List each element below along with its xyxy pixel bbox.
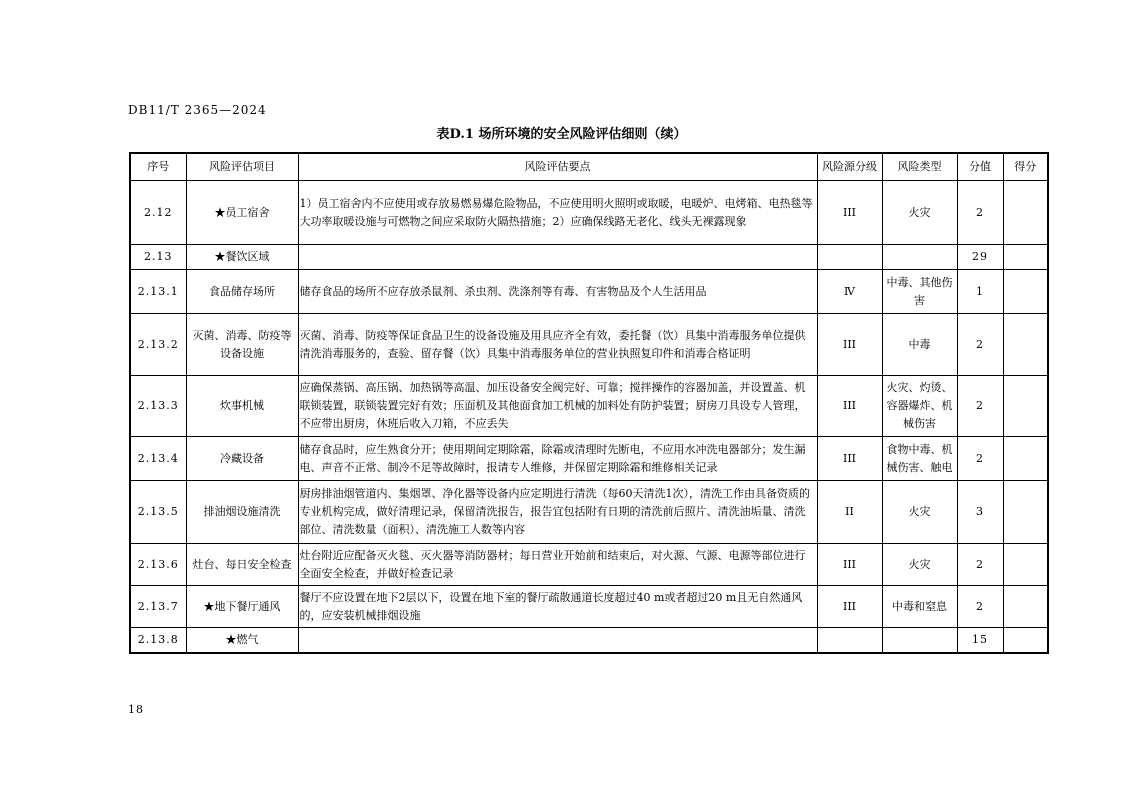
row-no: 2.13.3 xyxy=(130,376,186,437)
row-type: 中毒和窒息 xyxy=(882,586,957,628)
row-score: 2 xyxy=(957,586,1003,628)
row-score: 2 xyxy=(957,181,1003,245)
row-level xyxy=(817,245,882,270)
row-points: 厨房排油烟管道内、集烟罩、净化器等设备内应定期进行清洗（每60天清洗1次），清洗工作由具备资质的专业机构完成，做好清理记录，保留清洗报告，报告宜包括附有日期的清洗前后照片、清洗油垢量、清洗部位、清洗数量（面积）、清洗施工人数等内容 xyxy=(298,481,817,544)
row-type xyxy=(882,628,957,653)
row-level: III xyxy=(817,181,882,245)
col-header-type: 风险类型 xyxy=(882,153,957,181)
row-level: III xyxy=(817,544,882,586)
row-points: 1）员工宿舍内不应使用或存放易燃易爆危险物品，不应使用明火照明或取暖，电暖炉、电烤箱、电热毯等大功率取暖设施与可燃物之间应采取防火隔热措施；2）应确保线路无老化、线头无裸露现象 xyxy=(298,181,817,245)
risk-assessment-table xyxy=(129,152,1049,654)
row-points: 灶台附近应配备灭火毯、灭火器等消防器材；每日营业开始前和结束后，对火源、气源、电源等部位进行全面安全检查，并做好检查记录 xyxy=(298,544,817,586)
table-row xyxy=(130,245,1048,270)
row-points: 储存食品的场所不应存放杀鼠剂、杀虫剂、洗涤剂等有毒、有害物品及个人生活用品 xyxy=(298,270,817,314)
row-score: 3 xyxy=(957,481,1003,544)
row-no: 2.13.2 xyxy=(130,314,186,376)
page-number: 18 xyxy=(128,703,144,716)
row-item: ★餐饮区域 xyxy=(186,245,298,270)
row-score: 2 xyxy=(957,376,1003,437)
row-item: 灶台、每日安全检查 xyxy=(186,544,298,586)
row-got[interactable] xyxy=(1003,376,1048,437)
row-score: 15 xyxy=(957,628,1003,653)
row-item: ★燃气 xyxy=(186,628,298,653)
row-got[interactable] xyxy=(1003,437,1048,481)
row-score: 2 xyxy=(957,437,1003,481)
row-item: 冷藏设备 xyxy=(186,437,298,481)
row-points: 餐厅不应设置在地下2层以下，设置在地下室的餐厅疏散通道长度超过40 m或者超过20 m且无自然通风的，应安装机械排烟设施 xyxy=(298,586,817,628)
row-no: 2.12 xyxy=(130,181,186,245)
row-no: 2.13.7 xyxy=(130,586,186,628)
row-level: II xyxy=(817,481,882,544)
row-score: 29 xyxy=(957,245,1003,270)
row-item: 排油烟设施清洗 xyxy=(186,481,298,544)
row-type: 火灾 xyxy=(882,544,957,586)
table-row xyxy=(130,586,1048,628)
row-level: III xyxy=(817,314,882,376)
row-score: 2 xyxy=(957,544,1003,586)
row-type: 中毒、其他伤害 xyxy=(882,270,957,314)
row-item: ★员工宿舍 xyxy=(186,181,298,245)
table-row xyxy=(130,181,1048,245)
row-points: 储存食品时，应生熟食分开；使用期间定期除霜，除霜或清理时先断电，不应用水冲洗电器部分；发生漏电、声音不正常、制冷不足等故障时，报请专人维修，并保留定期除霜和维修相关记录 xyxy=(298,437,817,481)
row-got[interactable] xyxy=(1003,586,1048,628)
col-header-item: 风险评估项目 xyxy=(186,153,298,181)
table-row xyxy=(130,376,1048,437)
row-points: 灭菌、消毒、防疫等保证食品卫生的设备设施及用具应齐全有效，委托餐（饮）具集中消毒服务单位提供清洗消毒服务的，查验、留存餐（饮）具集中消毒服务单位的营业执照复印件和消毒合格证明 xyxy=(298,314,817,376)
table-header-row xyxy=(130,153,1048,181)
row-got[interactable] xyxy=(1003,628,1048,653)
row-item: 食品储存场所 xyxy=(186,270,298,314)
table-title: 表D.1 场所环境的安全风险评估细则（续） xyxy=(436,127,687,142)
row-type: 火灾、灼烫、容器爆炸、机械伤害 xyxy=(882,376,957,437)
row-no: 2.13.5 xyxy=(130,481,186,544)
row-got[interactable] xyxy=(1003,245,1048,270)
row-score: 1 xyxy=(957,270,1003,314)
row-got[interactable] xyxy=(1003,270,1048,314)
row-got[interactable] xyxy=(1003,314,1048,376)
row-score: 2 xyxy=(957,314,1003,376)
table-row xyxy=(130,437,1048,481)
row-points xyxy=(298,628,817,653)
row-got[interactable] xyxy=(1003,544,1048,586)
row-type xyxy=(882,245,957,270)
table-row xyxy=(130,270,1048,314)
col-header-points: 风险评估要点 xyxy=(298,153,817,181)
row-item: 炊事机械 xyxy=(186,376,298,437)
row-type: 火灾 xyxy=(882,481,957,544)
col-header-level: 风险源分级 xyxy=(817,153,882,181)
row-no: 2.13.1 xyxy=(130,270,186,314)
col-header-got: 得分 xyxy=(1003,153,1048,181)
row-type: 中毒 xyxy=(882,314,957,376)
row-level: III xyxy=(817,586,882,628)
row-level xyxy=(817,628,882,653)
table-row xyxy=(130,314,1048,376)
row-type: 食物中毒、机械伤害、触电 xyxy=(882,437,957,481)
row-no: 2.13.6 xyxy=(130,544,186,586)
row-points: 应确保蒸锅、高压锅、加热锅等高温、加压设备安全阀完好、可靠；搅拌操作的容器加盖，并设置盖、机联锁装置，联锁装置完好有效；压面机及其他面食加工机械的加料处有防护装置；厨房刀具设专人管理，不应带出厨房，休班后收入刀箱，不应丢失 xyxy=(298,376,817,437)
standard-code: DB11/T 2365—2024 xyxy=(128,103,267,117)
table-row xyxy=(130,544,1048,586)
row-level: III xyxy=(817,376,882,437)
table-row xyxy=(130,628,1048,653)
row-got[interactable] xyxy=(1003,481,1048,544)
row-no: 2.13 xyxy=(130,245,186,270)
row-no: 2.13.8 xyxy=(130,628,186,653)
row-item: 灭菌、消毒、防疫等设备设施 xyxy=(186,314,298,376)
table-row xyxy=(130,481,1048,544)
row-type: 火灾 xyxy=(882,181,957,245)
row-item: ★地下餐厅通风 xyxy=(186,586,298,628)
row-got[interactable] xyxy=(1003,181,1048,245)
col-header-score: 分值 xyxy=(957,153,1003,181)
row-points xyxy=(298,245,817,270)
col-header-no: 序号 xyxy=(130,153,186,181)
row-level: Ⅳ xyxy=(817,270,882,314)
row-level: III xyxy=(817,437,882,481)
row-no: 2.13.4 xyxy=(130,437,186,481)
